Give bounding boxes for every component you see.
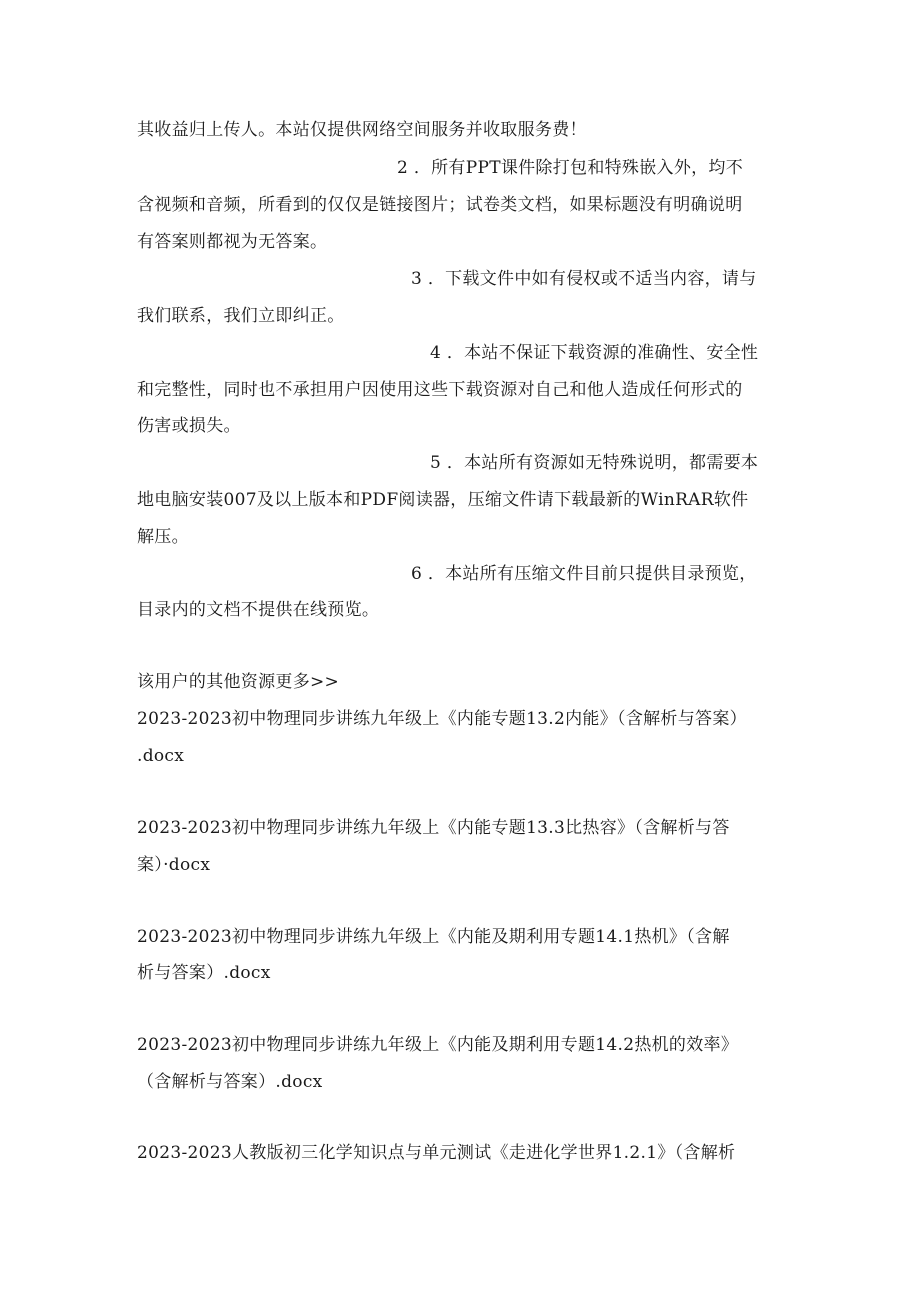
notice-intro-line: 其收益归上传人。本站仅提供网络空间服务并收取服务费！	[137, 120, 587, 140]
notice-item-4-line-3: 伤害或损失。	[137, 416, 241, 436]
resource-link-4-line-1[interactable]: 2023-2023初中物理同步讲练九年级上《内能及期利用专题14.2热机的效率》	[137, 1035, 739, 1055]
notice-item-2-line-3: 有答案则都视为无答案。	[137, 232, 328, 252]
notice-item-5-line-1: 5 ．本站所有资源如无特殊说明，都需要本	[430, 453, 759, 473]
notice-item-2-line-1: 2 ．所有PPT课件除打包和特殊嵌入外，均不	[397, 158, 744, 178]
notice-item-6-line-2: 目录内的文档不提供在线预览。	[137, 600, 380, 620]
notice-item-6-line-1: 6 ．本站所有压缩文件目前只提供目录预览，	[411, 564, 757, 584]
notice-item-5-line-3: 解压。	[137, 527, 189, 547]
notice-item-5-line-2: 地电脑安装007及以上版本和PDF阅读器，压缩文件请下载最新的WinRAR软件	[137, 490, 749, 510]
notice-item-3-line-2: 我们联系，我们立即纠正。	[137, 306, 345, 326]
notice-item-4-line-1: 4 ．本站不保证下载资源的准确性、安全性	[430, 343, 759, 363]
resource-link-1-line-2[interactable]: .docx	[137, 746, 185, 766]
more-resources-link[interactable]: 该用户的其他资源更多>>	[137, 672, 340, 692]
resource-link-2-line-1[interactable]: 2023-2023初中物理同步讲练九年级上《内能专题13.3比热容》（含解析与答	[137, 818, 730, 838]
resource-link-4-line-2[interactable]: （含解析与答案）.docx	[137, 1072, 323, 1092]
notice-item-4-line-2: 和完整性，同时也不承担用户因使用这些下载资源对自己和他人造成任何形式的	[137, 380, 743, 400]
resource-link-3-line-2[interactable]: 析与答案）.docx	[137, 963, 271, 983]
resource-link-1-line-1[interactable]: 2023-2023初中物理同步讲练九年级上《内能专题13.2内能》（含解析与答案）	[137, 709, 747, 729]
resource-link-2-line-2[interactable]: 案）·docx	[137, 855, 211, 875]
resource-link-3-line-1[interactable]: 2023-2023初中物理同步讲练九年级上《内能及期利用专题14.1热机》（含解	[137, 927, 730, 947]
notice-item-3-line-1: 3 ．下载文件中如有侵权或不适当内容，请与	[411, 269, 757, 289]
resource-link-5-line-1[interactable]: 2023-2023人教版初三化学知识点与单元测试《走进化学世界1.2.1》（含解析	[137, 1143, 736, 1163]
notice-item-2-line-2: 含视频和音频，所看到的仅仅是链接图片；试卷类文档，如果标题没有明确说明	[137, 195, 743, 215]
